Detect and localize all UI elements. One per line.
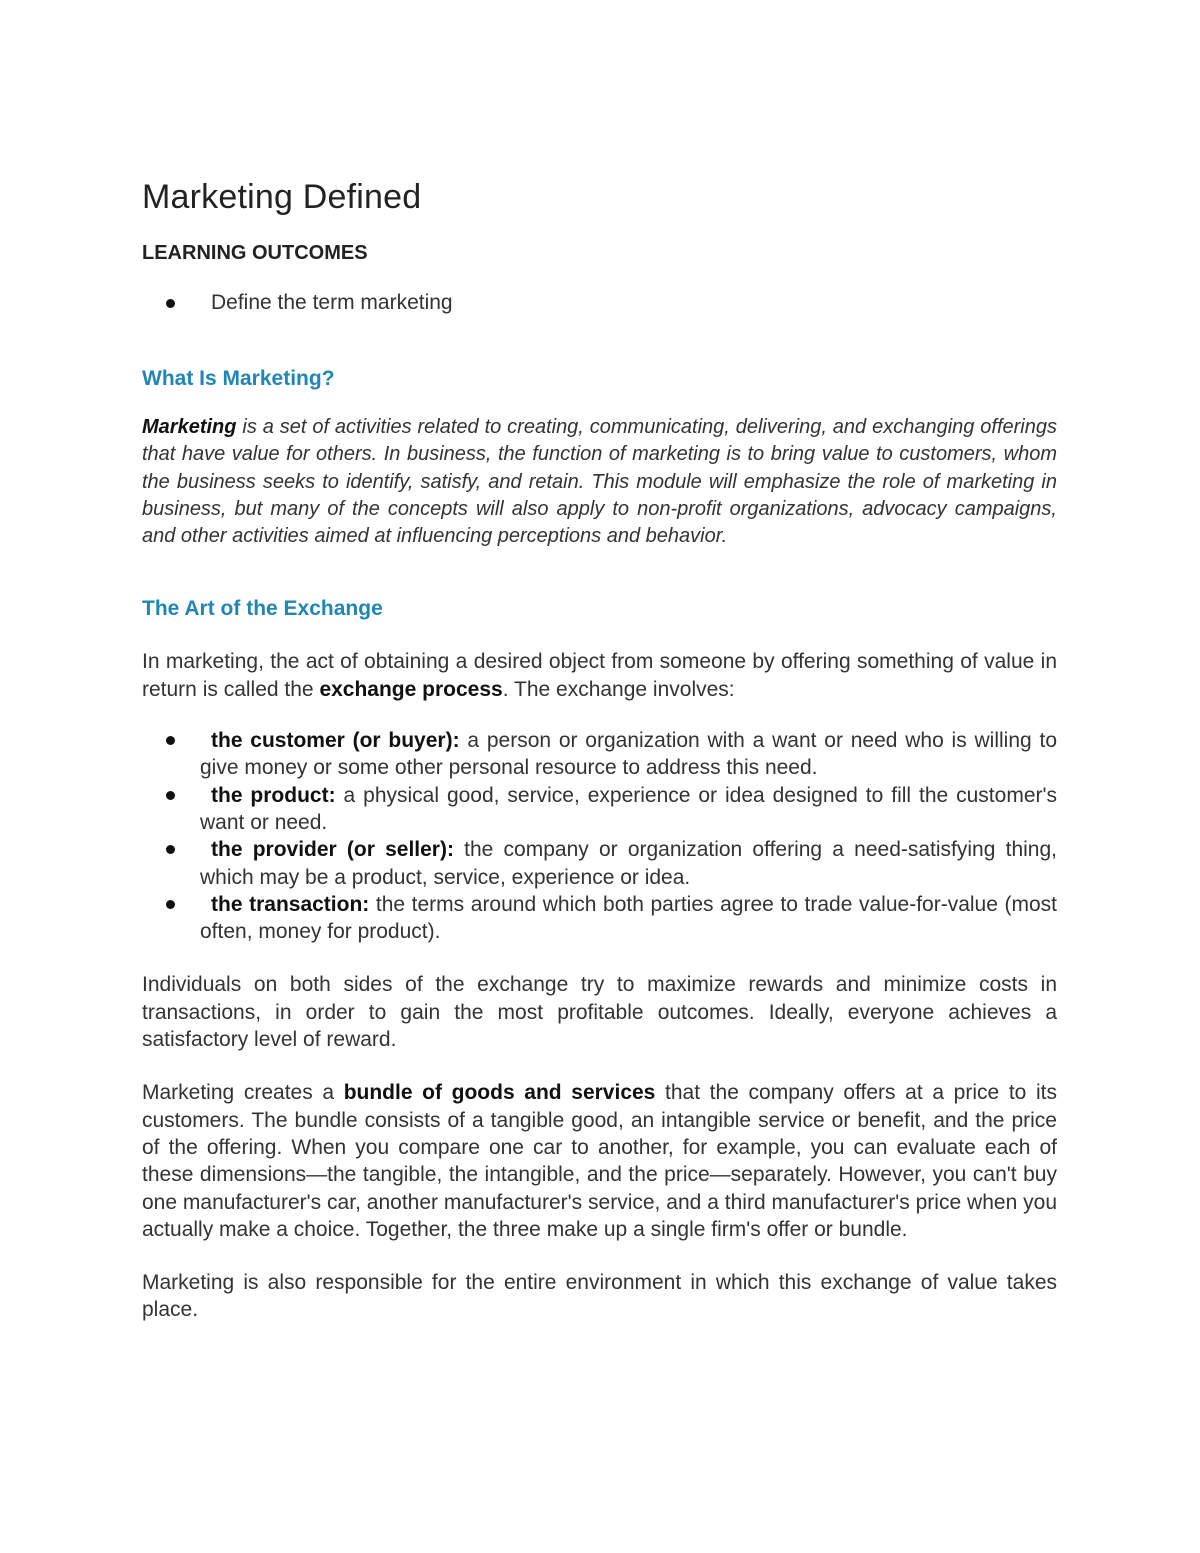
list-item [142, 891, 1057, 946]
outcome-text: Define the term marketing [211, 291, 453, 314]
bullet-icon [166, 845, 175, 854]
list-item [142, 782, 1057, 837]
marketing-definition [142, 414, 1057, 550]
exchange-intro-text: In marketing, the act of obtaining a desired object from someone by offering something of value in return is called the [142, 650, 1057, 701]
section-heading-what-is-marketing: What Is Marketing? [142, 367, 335, 390]
bullet-icon [166, 736, 175, 745]
list-item [142, 288, 1057, 318]
list-item [142, 836, 1057, 891]
exchange-intro-end: . The exchange involves: [502, 677, 735, 701]
item-text: the terms around which both parties agree to trade value-for-value (most often, money for product). [200, 892, 1057, 944]
definition-text: is a set of activities related to creating, communicating, delivering, and exchanging offerings that have value for others. In business, the function of marketing is to bring value to customers, whom the business seeks to identify, satisfy, and retain. This module will emphasize the role of marketing in business, but many of the concepts will also apply to non-profit organizations, advocacy campaigns, and other activities aimed at influencing perceptions and behavior. [142, 416, 1057, 548]
item-text: the company or organization offering a need-satisfying thing, which may be a product, service, experience or idea. [200, 838, 1057, 889]
list-item [142, 727, 1057, 782]
item-term: the customer (or buyer): [211, 729, 460, 753]
learning-outcomes-heading: LEARNING OUTCOMES [142, 242, 368, 264]
exchange-parties-list [142, 727, 1057, 945]
item-text: a physical good, service, experience or idea designed to fill the customer's want or need. [200, 783, 1057, 834]
bullet-icon [166, 791, 175, 800]
bundle-text-start: Marketing creates a [142, 1081, 344, 1105]
learning-outcomes-list [142, 288, 1057, 318]
environment-paragraph: Marketing is also responsible for the entire environment in which this exchange of value takes place. [142, 1271, 1057, 1322]
definition-term: Marketing [142, 416, 237, 438]
item-term: the transaction: [211, 892, 370, 916]
bundle-term: bundle of goods and services [343, 1081, 656, 1105]
exchange-intro [142, 648, 1057, 703]
item-text: a person or organization with a want or need who is willing to give money or some other personal resource to address this need. [200, 729, 1058, 780]
document-page [142, 168, 1057, 1324]
page-title: Marketing Defined [142, 178, 422, 216]
item-term: the product: [211, 783, 336, 807]
bundle-text-end: that the company offers at a price to its customers. The bundle consists of a tangible good, an intangible service or benefit, and the price of the offering. When you compare one car to another, for example, you can evaluate each of these dimensions—the tangible, the intangible, and the price—separately. However, you can't buy one manufacturer's car, another manufacturer's service, and a third manufacturer's price when you actually make a choice. Together, the three make up a single firm's offer or bundle. [142, 1081, 1057, 1241]
bundle-paragraph [142, 1079, 1057, 1243]
section-heading-art-of-exchange: The Art of the Exchange [142, 597, 383, 621]
exchange-process-term: exchange process [319, 677, 503, 701]
bullet-icon [166, 900, 175, 909]
item-term: the provider (or seller): [211, 838, 454, 862]
bullet-icon [166, 299, 175, 308]
individuals-paragraph: Individuals on both sides of the exchange try to maximize rewards and minimize costs in transactions, in order to gain the most profitable outcomes. Ideally, everyone achieves a satisfactory level of reward. [142, 973, 1057, 1052]
